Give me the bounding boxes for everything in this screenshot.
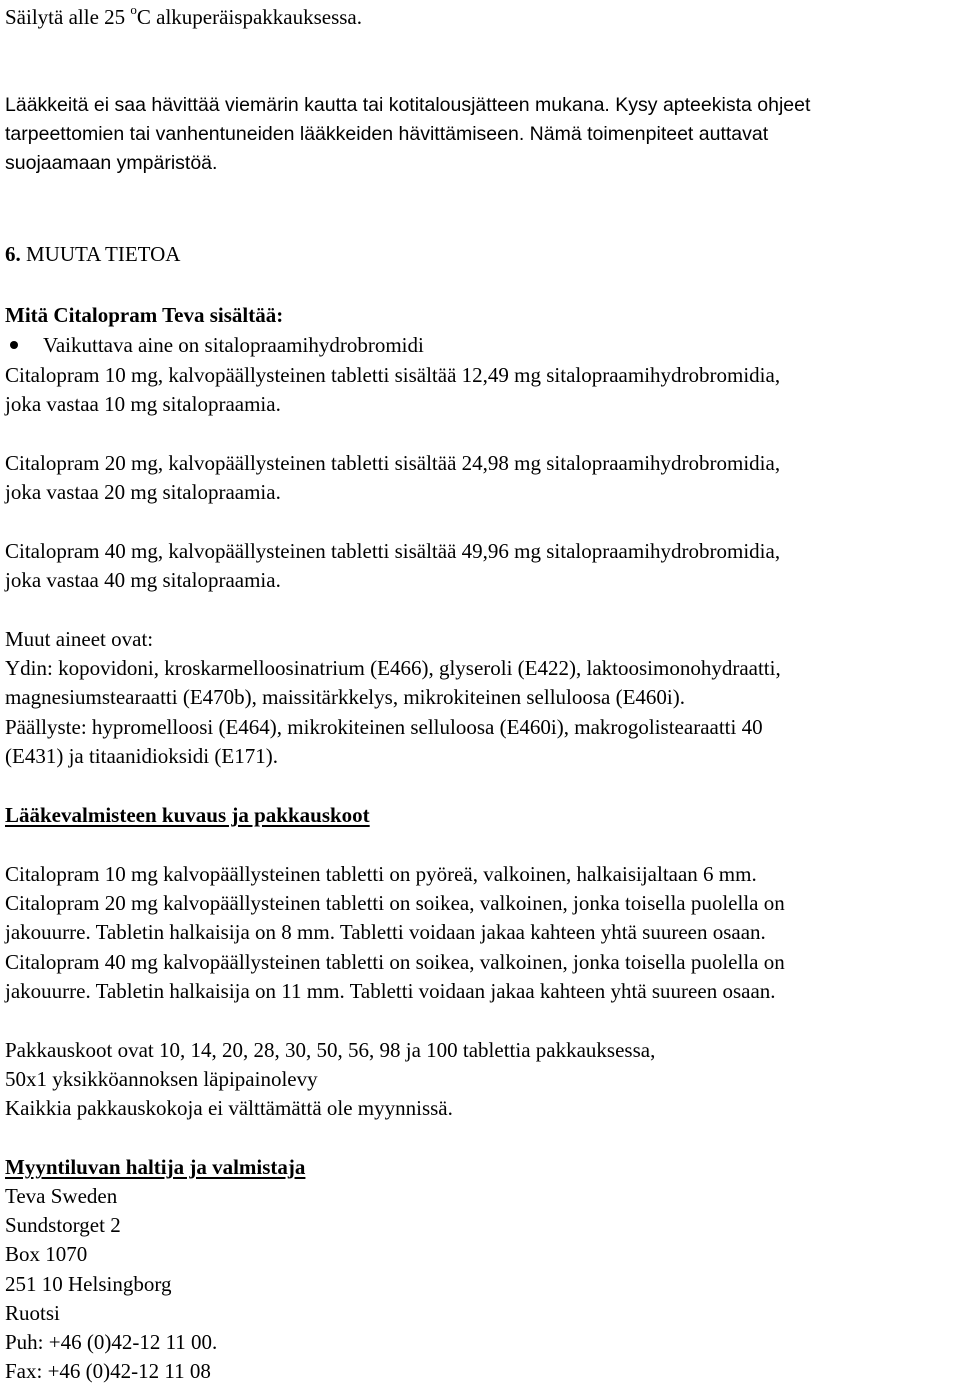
degree-superscript: o [130,2,137,17]
strength-20mg-line-1: Citalopram 20 mg, kalvopäällysteinen tabletti sisältää 24,98 mg sitalopraamihydrobromidia, [5,451,781,475]
holder-fax: Fax: +46 (0)42-12 11 08 [5,1359,211,1383]
holder-heading: Myyntiluvan haltija ja valmistaja [5,1155,306,1179]
pack-sizes-line-3: Kaikkia pakkauskokoja ei välttämättä ole myynnissä. [5,1096,453,1120]
excipients-heading: Muut aineet ovat: [5,627,154,651]
description-line-5: jakouurre. Tabletin halkaisija on 11 mm. Tabletti voidaan jakaa kahteen yhtä suureen osaan. [5,979,776,1003]
coating-excipients-line-2: (E431) ja titaanidioksidi (E171). [5,744,278,768]
strength-10mg-line-1: Citalopram 10 mg, kalvopäällysteinen tabletti sisältää 12,49 mg sitalopraamihydrobromidia, [5,363,781,387]
holder-phone: Puh: +46 (0)42-12 11 00. [5,1330,218,1354]
description-line-1: Citalopram 10 mg kalvopäällysteinen tabletti on pyöreä, valkoinen, halkaisijaltaan 6 mm. [5,862,757,886]
storage-text-end: C alkuperäispakkauksessa. [136,5,362,29]
disposal-line-2: tarpeettomien tai vanhentuneiden lääkkeiden hävittämiseen. Nämä toimenpiteet auttavat [5,123,769,145]
active-substance-bullet: Vaikuttava aine on sitalopraamihydrobromidi [43,333,424,357]
holder-city: 251 10 Helsingborg [5,1272,172,1296]
section-title: MUUTA TIETOA [26,242,181,266]
core-excipients-line-2: magnesiumstearaatti (E470b), maissitärkkelys, mikrokiteinen selluloosa (E460i). [5,685,686,709]
contents-heading: Mitä Citalopram Teva sisältää: [5,303,284,327]
section-heading [5,240,180,269]
coating-excipients-line-1: Päällyste: hypromelloosi (E464), mikrokiteinen selluloosa (E460i), makrogolistearaatti 40 [5,715,763,739]
strength-10mg-line-2: joka vastaa 10 mg sitalopraamia. [5,392,281,416]
core-excipients-line-1: Ydin: kopovidoni, kroskarmelloosinatrium (E466), glyseroli (E422), laktoosimonohydraatti, [5,656,781,680]
holder-country: Ruotsi [5,1301,60,1325]
holder-box: Box 1070 [5,1242,88,1266]
disposal-line-3: suojaamaan ympäristöä. [5,152,218,174]
storage-text: Säilytä alle 25 [5,5,131,29]
storage-instruction [5,3,362,32]
pack-sizes-line-2: 50x1 yksikköannoksen läpipainolevy [5,1067,318,1091]
description-heading: Lääkevalmisteen kuvaus ja pakkauskoot [5,803,370,827]
disposal-line-1: Lääkkeitä ei saa hävittää viemärin kautta tai kotitalousjätteen mukana. Kysy apteekista ohjeet [5,94,811,116]
holder-name: Teva Sweden [5,1184,118,1208]
description-line-2: Citalopram 20 mg kalvopäällysteinen tabletti on soikea, valkoinen, jonka toisella puolella on [5,891,785,915]
strength-40mg-line-1: Citalopram 40 mg, kalvopäällysteinen tabletti sisältää 49,96 mg sitalopraamihydrobromidia, [5,539,781,563]
bullet-icon [10,341,18,349]
description-line-3: jakouurre. Tabletin halkaisija on 8 mm. Tabletti voidaan jakaa kahteen yhtä suureen osaan. [5,920,766,944]
holder-street: Sundstorget 2 [5,1213,121,1237]
pack-sizes-line-1: Pakkauskoot ovat 10, 14, 20, 28, 30, 50, 56, 98 ja 100 tablettia pakkauksessa, [5,1038,656,1062]
section-number: 6. [5,242,21,266]
strength-20mg-line-2: joka vastaa 20 mg sitalopraamia. [5,480,281,504]
description-line-4: Citalopram 40 mg kalvopäällysteinen tabletti on soikea, valkoinen, jonka toisella puolella on [5,950,785,974]
strength-40mg-line-2: joka vastaa 40 mg sitalopraamia. [5,568,281,592]
